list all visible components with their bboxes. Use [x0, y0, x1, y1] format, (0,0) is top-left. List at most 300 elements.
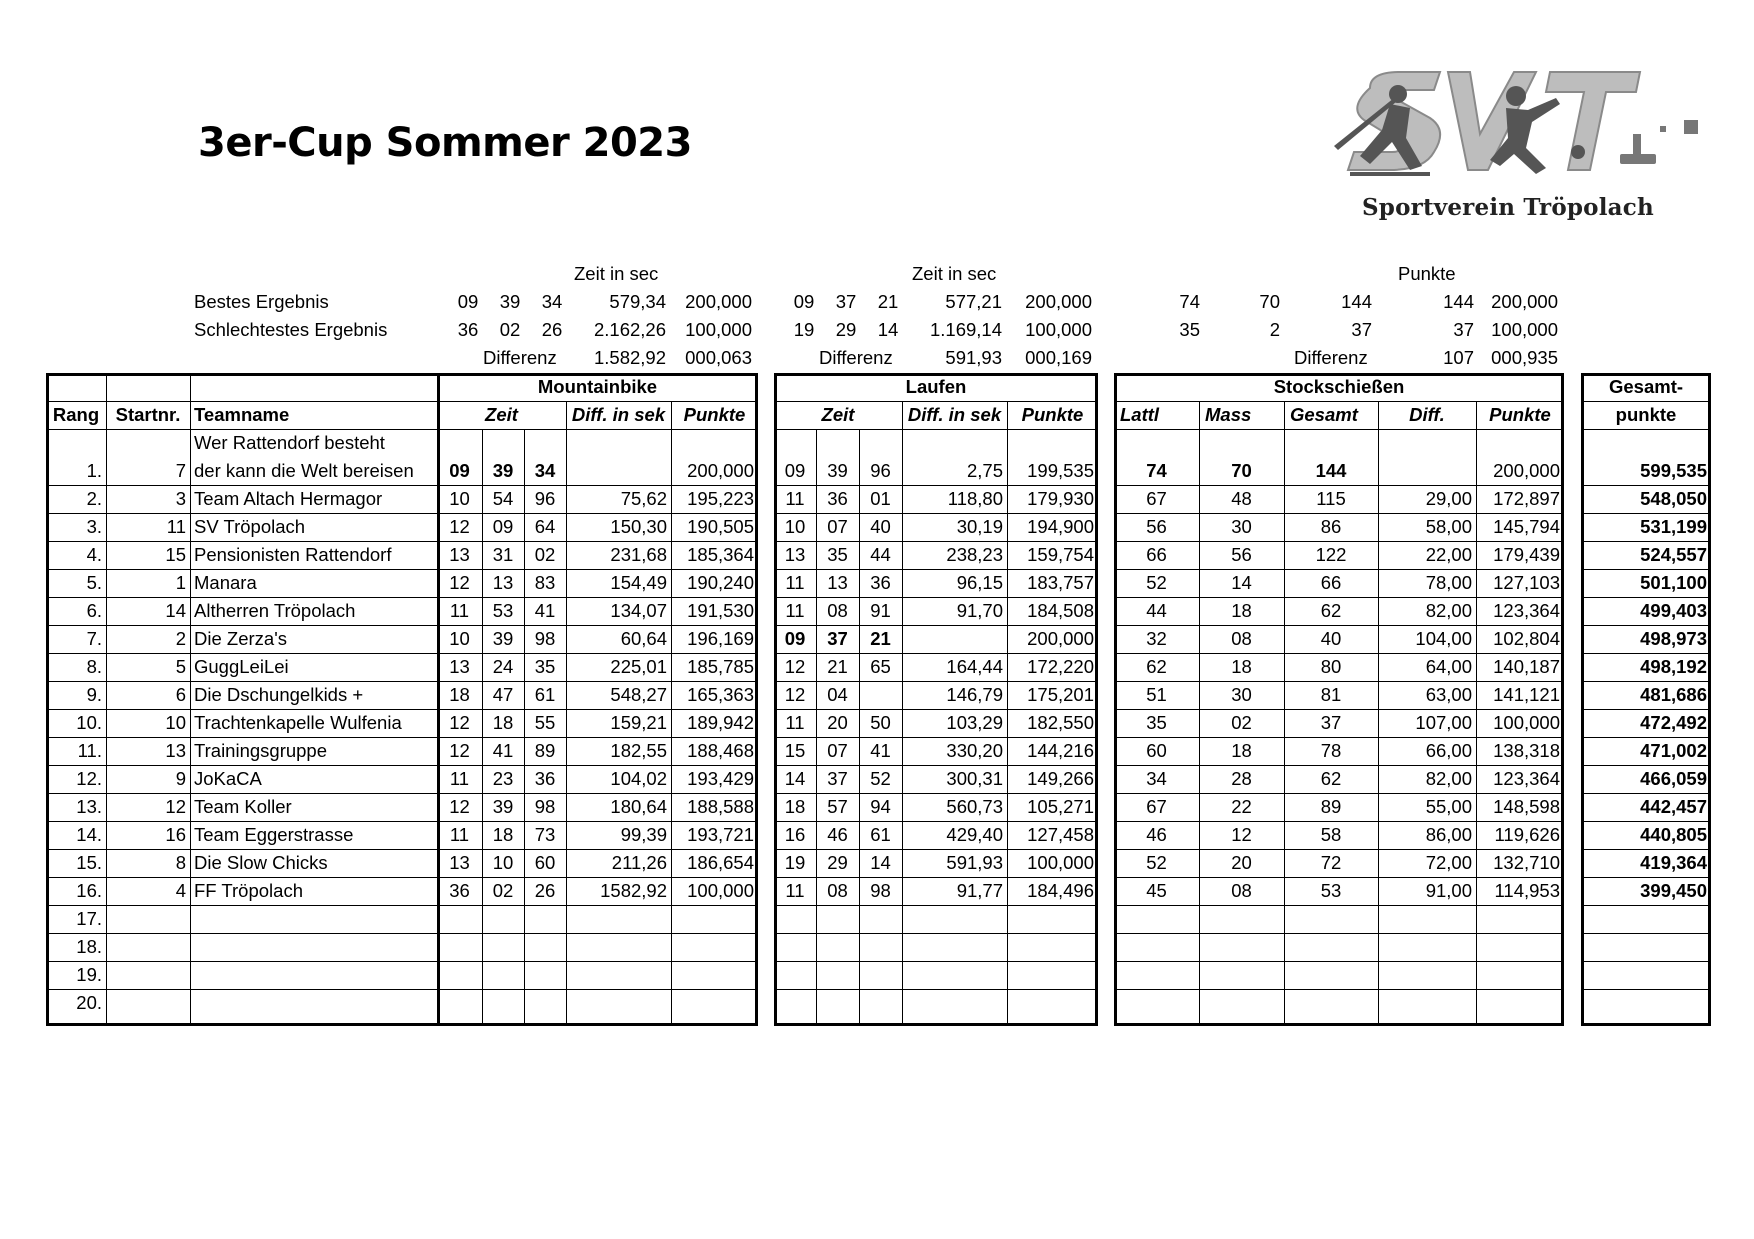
mtb-cell: 190,240 [687, 572, 754, 593]
teamname-cell: Team Eggerstrasse [194, 824, 354, 845]
stock-worst-value: 37 [1453, 319, 1474, 340]
stock-best-value: 74 [1179, 291, 1200, 312]
mtb-cell: 188,588 [687, 796, 754, 817]
startnr-cell: 6 [175, 684, 186, 705]
stock-cell: 44 [1146, 600, 1167, 621]
mtb-cell: 12 [449, 740, 470, 761]
stock-cell: 86 [1320, 516, 1342, 537]
lauf-worst-value: 100,000 [1025, 319, 1092, 340]
mtb-best-value: 200,000 [685, 291, 752, 312]
mtb-cell: 13 [449, 544, 470, 565]
page-title: 3er-Cup Sommer 2023 [198, 120, 692, 166]
logo-text: Sportverein Tröpolach [1362, 194, 1654, 221]
mtb-cell: 10 [449, 488, 470, 509]
mtb-cell: 18 [449, 684, 470, 705]
row-divider [774, 989, 1098, 990]
stock-cell: 140,187 [1493, 656, 1560, 677]
mtb-cell: 31 [492, 544, 514, 565]
mtb-cell: 190,505 [687, 516, 754, 537]
lauf-cell: 07 [827, 740, 848, 761]
lauf-cell: 04 [827, 684, 848, 705]
mtb-cell: 100,000 [687, 880, 754, 901]
lauf-cell: 330,20 [946, 740, 1003, 761]
mtb-cell: 159,21 [610, 712, 667, 733]
lauf-cell: 13 [784, 544, 806, 565]
startnr-cell: 16 [165, 824, 186, 845]
lauf-cell: 29 [827, 852, 848, 873]
lauf-best-value: 37 [835, 291, 857, 312]
stock-cell: 56 [1231, 544, 1252, 565]
mtb-cell: 09 [449, 460, 470, 481]
stock-cell: 30 [1231, 684, 1252, 705]
lauf-best-value: 09 [793, 291, 815, 312]
lauf-cell: 172,220 [1027, 656, 1094, 677]
stock-cell: 82,00 [1425, 768, 1472, 789]
lauf-cell: 91,77 [956, 880, 1003, 901]
stock-cell: 114,953 [1494, 880, 1560, 901]
lauf-cell: 200,000 [1027, 628, 1094, 649]
stock-cell: 78,00 [1425, 572, 1472, 593]
stock-cell: 63,00 [1425, 684, 1472, 705]
lauf-cell: 20 [827, 712, 848, 733]
lauf-diff-value: 000,169 [1025, 347, 1092, 368]
lauf-worst-value: 1.169,14 [929, 319, 1002, 340]
mtb-cell: 64 [534, 516, 556, 537]
stock-cell: 66 [1146, 544, 1167, 565]
lauf-cell: 41 [870, 740, 891, 761]
row-divider [774, 961, 1098, 962]
lauf-cell: 144,216 [1027, 740, 1094, 761]
stock-cell: 74 [1146, 460, 1167, 481]
mtb-worst-value: 36 [457, 319, 479, 340]
lauf-cell: 40 [870, 516, 891, 537]
mtb-cell: 12 [449, 516, 470, 537]
total-cell: 498,192 [1640, 656, 1707, 677]
stock-cell: 115 [1316, 488, 1346, 509]
mtb-cell: 13 [492, 572, 514, 593]
mtb-best-value: 39 [499, 291, 521, 312]
stock-cell: 104,00 [1415, 628, 1472, 649]
mtb-cell: 225,01 [610, 656, 667, 677]
mtb-cell: 09 [492, 516, 514, 537]
rang-cell: 9. [86, 684, 102, 705]
lauf-cell: 591,93 [946, 852, 1003, 873]
mtb-unit-label: Zeit in sec [574, 263, 659, 284]
mass-header: Mass [1205, 404, 1252, 425]
mtb-cell: 154,49 [610, 572, 667, 593]
mtb-diff-header: Diff. in sek [571, 404, 666, 425]
lauf-cell: 11 [785, 880, 805, 901]
lauf-cell: 2,75 [966, 460, 1003, 481]
lauf-cell: 146,79 [946, 684, 1003, 705]
stock-cell: 145,794 [1493, 516, 1560, 537]
rang-cell: 4. [86, 544, 102, 565]
lauf-cell: 300,31 [946, 768, 1003, 789]
row-divider [1581, 905, 1711, 906]
mtb-cell: 182,55 [610, 740, 667, 761]
stock-cell: 60 [1146, 740, 1167, 761]
lauf-cell: 08 [827, 880, 848, 901]
lauf-cell: 21 [827, 656, 848, 677]
total-header-2: punkte [1615, 404, 1677, 425]
row-divider [774, 905, 1098, 906]
lauf-cell: 65 [870, 656, 891, 677]
stock-cell: 138,318 [1493, 740, 1560, 761]
startnr-header: Startnr. [115, 404, 181, 425]
mtb-cell: 35 [534, 656, 556, 677]
mtb-cell: 188,468 [687, 740, 754, 761]
stock-cell: 58 [1320, 824, 1342, 845]
stock-cell: 89 [1320, 796, 1342, 817]
mtb-cell: 53 [492, 600, 514, 621]
stock-best-value: 144 [1341, 291, 1372, 312]
mtb-cell: 41 [492, 740, 514, 761]
mtb-cell: 211,26 [611, 852, 667, 873]
header-divider [1581, 429, 1711, 430]
mtb-cell: 12 [449, 712, 470, 733]
lauf-cell: 96,15 [956, 572, 1003, 593]
teamname-cell: Team Koller [194, 796, 292, 817]
mtb-worst-value: 26 [541, 319, 563, 340]
lauf-cell: 16 [784, 824, 806, 845]
stock-cell: 62 [1320, 768, 1342, 789]
stock-best-value: 200,000 [1491, 291, 1558, 312]
stock-cell: 48 [1231, 488, 1252, 509]
stock-cell: 22 [1231, 796, 1252, 817]
lauf-cell: 127,458 [1027, 824, 1094, 845]
stock-cell: 22,00 [1425, 544, 1472, 565]
stock-cell: 12 [1231, 824, 1252, 845]
startnr-cell: 1 [175, 572, 186, 593]
lauf-cell: 09 [784, 628, 806, 649]
stock-cell: 20 [1231, 852, 1252, 873]
teamname-cell: SV Tröpolach [194, 516, 306, 537]
stock-cell: 179,439 [1493, 544, 1560, 565]
stock-cell: 53 [1320, 880, 1342, 901]
mtb-cell: 12 [449, 572, 470, 593]
rang-cell: 5. [86, 572, 102, 593]
startnr-cell: 3 [175, 488, 186, 509]
rang-cell: 20. [76, 992, 102, 1013]
stock-cell: 144 [1315, 460, 1347, 481]
teamname-cell: Trachtenkapelle Wulfenia [194, 712, 402, 733]
lauf-punkte-header: Punkte [1021, 404, 1084, 425]
mtb-cell: 104,02 [610, 768, 667, 789]
stock-cell: 28 [1231, 768, 1252, 789]
total-cell: 399,450 [1640, 880, 1707, 901]
lauf-cell: 12 [784, 656, 806, 677]
stock-cell: 18 [1231, 740, 1252, 761]
row-divider [1114, 905, 1564, 906]
stock-cell: 67 [1146, 796, 1167, 817]
lauf-cell: 35 [827, 544, 848, 565]
startnr-cell: 12 [165, 796, 186, 817]
stock-cell: 52 [1146, 572, 1167, 593]
startnr-cell: 10 [165, 712, 186, 733]
row-divider [46, 933, 758, 934]
stock-cell: 78 [1320, 740, 1342, 761]
startnr-cell: 4 [175, 880, 186, 901]
lauf-cell: 12 [784, 684, 806, 705]
lauf-cell: 118,80 [947, 488, 1003, 509]
mtb-cell: 36 [449, 880, 470, 901]
mtb-cell: 11 [449, 824, 470, 845]
stock-cell: 122 [1315, 544, 1347, 565]
stock-unit-label: Punkte [1398, 263, 1456, 284]
stock-cell: 72,00 [1425, 852, 1472, 873]
mtb-cell: 89 [534, 740, 556, 761]
mtb-cell: 61 [534, 684, 556, 705]
mtb-cell: 98 [534, 796, 556, 817]
rang-cell: 3. [86, 516, 102, 537]
lauf-cell: 149,266 [1027, 768, 1094, 789]
row-divider [1114, 933, 1564, 934]
mtb-cell: 180,64 [610, 796, 667, 817]
mtb-diff-value: 1.582,92 [593, 347, 666, 368]
stock-cell: 107,00 [1415, 712, 1472, 733]
mtb-cell: 83 [534, 572, 556, 593]
rang-cell: 14. [76, 824, 102, 845]
rang-cell: 1. [86, 460, 102, 481]
lauf-cell: 14 [784, 768, 806, 789]
rang-cell: 19. [76, 964, 102, 985]
lauf-cell: 21 [870, 628, 891, 649]
lauf-cell: 07 [827, 516, 848, 537]
teamname-cell: JoKaCA [194, 768, 262, 789]
mtb-cell: 186,654 [687, 852, 754, 873]
lauf-cell: 01 [870, 488, 891, 509]
lauf-worst-value: 14 [877, 319, 899, 340]
rang-cell: 11. [77, 740, 102, 761]
total-cell: 442,457 [1640, 796, 1707, 817]
lauf-cell: 61 [870, 824, 891, 845]
mtb-cell: 18 [492, 824, 514, 845]
lauf-cell: 52 [870, 768, 891, 789]
lauf-cell: 105,271 [1027, 796, 1094, 817]
lauf-best-value: 200,000 [1025, 291, 1092, 312]
lauf-cell: 39 [827, 460, 848, 481]
rang-cell: 10. [76, 712, 102, 733]
stock-cell: 34 [1146, 768, 1167, 789]
mtb-zeit-header: Zeit [485, 404, 518, 425]
mtb-cell: 34 [534, 460, 556, 481]
mtb-worst-value: 100,000 [685, 319, 752, 340]
lauf-diff-header: Diff. in sek [907, 404, 1002, 425]
lauf-cell: 184,508 [1027, 600, 1094, 621]
rang-cell: 15. [76, 852, 102, 873]
column-divider [190, 373, 191, 1023]
lauf-cell: 46 [827, 824, 848, 845]
mtb-cell: 11 [449, 600, 470, 621]
total-cell: 419,364 [1640, 852, 1707, 873]
lauf-cell: 91 [870, 600, 891, 621]
stock-cell: 123,364 [1493, 600, 1560, 621]
lauf-cell: 11 [785, 600, 805, 621]
startnr-cell: 15 [165, 544, 186, 565]
lauf-cell: 194,900 [1027, 516, 1094, 537]
mtb-cell: 55 [534, 712, 556, 733]
lauf-cell: 103,29 [946, 712, 1003, 733]
stock-cell: 123,364 [1493, 768, 1560, 789]
mtb-cell: 196,169 [687, 628, 754, 649]
lauf-cell: 30,19 [956, 516, 1003, 537]
mtb-header: Mountainbike [537, 376, 658, 397]
lauf-cell: 13 [827, 572, 848, 593]
stock-cell: 200,000 [1493, 460, 1560, 481]
row-divider [1581, 961, 1711, 962]
stock-cell: 72 [1320, 852, 1342, 873]
total-cell: 501,100 [1640, 572, 1707, 593]
rang-cell: 6. [86, 600, 102, 621]
teamname-cell-line1: Wer Rattendorf besteht [194, 432, 385, 453]
stock-cell: 91,00 [1425, 880, 1472, 901]
mtb-cell: 231,68 [610, 544, 667, 565]
stock-worst-value: 35 [1179, 319, 1200, 340]
lauf-zeit-header: Zeit [821, 404, 855, 425]
lauf-cell: 96 [870, 460, 891, 481]
mtb-cell: 191,530 [687, 600, 754, 621]
rang-cell: 2. [86, 488, 102, 509]
stock-cell: 56 [1146, 516, 1167, 537]
lauf-cell: 238,23 [946, 544, 1003, 565]
mtb-cell: 99,39 [620, 824, 667, 845]
total-cell: 472,492 [1640, 712, 1707, 733]
lauf-cell: 44 [870, 544, 891, 565]
stock-cell: 32 [1146, 628, 1167, 649]
lauf-cell: 100,000 [1027, 852, 1094, 873]
stock-cell: 66 [1320, 572, 1342, 593]
stock-cell: 40 [1320, 628, 1342, 649]
mtb-cell: 39 [492, 460, 514, 481]
lauf-cell: 183,757 [1027, 572, 1094, 593]
lauf-worst-value: 29 [835, 319, 857, 340]
total-cell: 481,686 [1640, 684, 1707, 705]
lauf-diff-value: 591,93 [945, 347, 1002, 368]
stock-cell: 86,00 [1425, 824, 1472, 845]
worst-result-label: Schlechtestes Ergebnis [194, 319, 388, 340]
teamname-cell: Pensionisten Rattendorf [194, 544, 392, 565]
total-header: Gesamt- [1608, 376, 1684, 397]
stock-cell: 29,00 [1425, 488, 1472, 509]
stock-cell: 82,00 [1425, 600, 1472, 621]
teamname-cell: Die Dschungelkids + [194, 684, 364, 705]
stock-cell: 55,00 [1425, 796, 1472, 817]
lauf-cell: 19 [784, 852, 806, 873]
total-cell: 531,199 [1640, 516, 1707, 537]
lauf-best-value: 21 [877, 291, 899, 312]
row-divider [1114, 989, 1564, 990]
stock-cell: 172,897 [1493, 488, 1560, 509]
mtb-cell: 75,62 [620, 488, 667, 509]
mtb-cell: 39 [492, 628, 514, 649]
mtb-cell: 189,942 [687, 712, 754, 733]
header-divider [1114, 429, 1564, 430]
gesamt-header: Gesamt [1290, 404, 1358, 425]
lauf-cell: 14 [870, 852, 891, 873]
stock-cell: 35 [1146, 712, 1167, 733]
stock-cell: 58,00 [1425, 516, 1472, 537]
lauf-cell: 164,44 [946, 656, 1003, 677]
stock-cell: 62 [1320, 600, 1342, 621]
lauf-cell: 179,930 [1027, 488, 1094, 509]
best-result-label: Bestes Ergebnis [194, 291, 329, 312]
teamname-header: Teamname [194, 404, 290, 425]
header-divider [774, 429, 1098, 430]
mtb-cell: 10 [492, 852, 514, 873]
lauf-cell: 36 [870, 572, 891, 593]
row-divider [46, 989, 758, 990]
total-cell: 466,059 [1640, 768, 1707, 789]
teamname-cell: GuggLeiLei [194, 656, 289, 677]
startnr-cell: 11 [166, 516, 186, 537]
mtb-cell: 13 [449, 656, 470, 677]
mtb-best-value: 09 [457, 291, 479, 312]
mtb-best-value: 34 [541, 291, 563, 312]
mtb-cell: 98 [534, 628, 556, 649]
lauf-worst-value: 19 [793, 319, 815, 340]
row-divider [1581, 933, 1711, 934]
stock-cell: 127,103 [1493, 572, 1560, 593]
lauf-cell: 429,40 [946, 824, 1003, 845]
stock-cell: 148,598 [1493, 796, 1560, 817]
stock-cell: 70 [1231, 460, 1252, 481]
lauf-cell: 37 [827, 768, 848, 789]
lauf-cell: 560,73 [946, 796, 1003, 817]
mtb-cell: 1582,92 [600, 880, 667, 901]
total-cell: 599,535 [1640, 460, 1707, 481]
stock-cell: 62 [1146, 656, 1167, 677]
rang-cell: 12. [76, 768, 102, 789]
lauf-cell: 98 [870, 880, 891, 901]
mtb-worst-value: 2.162,26 [593, 319, 666, 340]
mtb-best-value: 579,34 [609, 291, 666, 312]
teamname-cell: Manara [194, 572, 257, 593]
lauf-cell: 184,496 [1027, 880, 1094, 901]
stock-cell: 100,000 [1493, 712, 1560, 733]
lauf-diff-label: Differenz [819, 347, 893, 368]
lauf-cell: 57 [827, 796, 848, 817]
mtb-cell: 150,30 [610, 516, 667, 537]
mtb-cell: 200,000 [687, 460, 754, 481]
lauf-cell: 11 [785, 488, 805, 509]
teamname-cell: Team Altach Hermagor [194, 488, 383, 509]
row-divider [774, 933, 1098, 934]
stock-cell: 66,00 [1425, 740, 1472, 761]
stock-punkte-header: Punkte [1489, 404, 1551, 425]
startnr-cell: 7 [175, 460, 186, 481]
stock-cell: 132,710 [1493, 852, 1560, 873]
mtb-cell: 193,721 [687, 824, 754, 845]
mtb-cell: 185,364 [687, 544, 754, 565]
mtb-cell: 60,64 [620, 628, 667, 649]
stock-cell: 46 [1146, 824, 1167, 845]
lauf-cell: 175,201 [1027, 684, 1094, 705]
mtb-punkte-header: Punkte [683, 404, 746, 425]
startnr-cell: 14 [165, 600, 186, 621]
stock-cell: 08 [1231, 880, 1252, 901]
lauf-cell: 37 [827, 628, 848, 649]
mtb-cell: 36 [534, 768, 556, 789]
stock-cell: 37 [1320, 712, 1342, 733]
stock-cell: 18 [1231, 600, 1252, 621]
teamname-cell: Trainingsgruppe [194, 740, 328, 761]
lauf-cell: 182,550 [1027, 712, 1094, 733]
lauf-cell: 36 [827, 488, 848, 509]
stock-worst-value: 2 [1269, 319, 1280, 340]
diff-header: Diff. [1409, 404, 1445, 425]
mtb-cell: 134,07 [610, 600, 667, 621]
mtb-cell: 12 [449, 796, 470, 817]
